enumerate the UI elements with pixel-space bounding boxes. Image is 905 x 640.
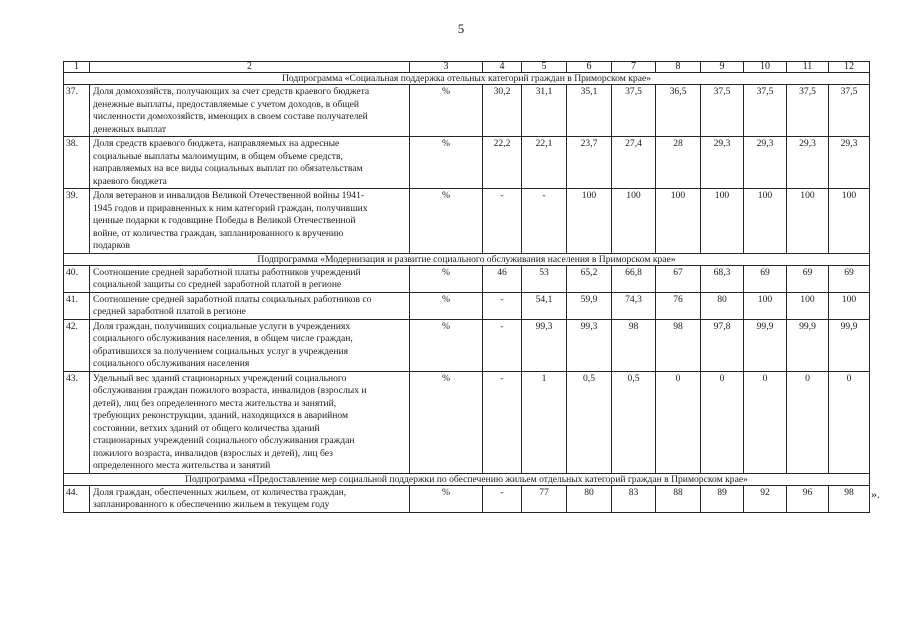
description-line: денежные выплаты, предоставляемые с учетом доходов, в общей bbox=[93, 98, 360, 110]
indicator-row bbox=[64, 137, 870, 189]
value-cell: 77 bbox=[522, 485, 567, 512]
description-line: Соотношение средней заработной платы работников учреждений bbox=[93, 266, 361, 278]
column-number-cell: 7 bbox=[612, 62, 656, 73]
value-cell: 88 bbox=[656, 485, 701, 512]
value-cell: 0,5 bbox=[567, 371, 612, 473]
value-cell: - bbox=[522, 189, 567, 254]
unit-cell: % bbox=[410, 189, 483, 254]
column-number-cell: 5 bbox=[522, 62, 567, 73]
indicator-description bbox=[90, 189, 410, 254]
value-cell: 35,1 bbox=[567, 85, 612, 137]
subprogram-row bbox=[64, 253, 870, 265]
value-cell: 100 bbox=[829, 292, 870, 319]
value-cell: 83 bbox=[612, 485, 656, 512]
unit-cell: % bbox=[410, 292, 483, 319]
description-line: краевого бюджета bbox=[93, 175, 167, 187]
value-cell: - bbox=[483, 189, 522, 254]
column-number-cell: 9 bbox=[701, 62, 744, 73]
value-cell: 76 bbox=[656, 292, 701, 319]
value-cell: 37,5 bbox=[744, 85, 787, 137]
column-number-cell: 3 bbox=[410, 62, 483, 73]
value-cell: 100 bbox=[701, 189, 744, 254]
value-cell: 65,2 bbox=[567, 265, 612, 292]
value-cell: 29,3 bbox=[744, 137, 787, 189]
description-line: социального обслуживания населения bbox=[93, 358, 250, 369]
column-number-cell: 4 bbox=[483, 62, 522, 73]
description-line: ценные подарки к годовщине Победы в Великой Отечественной bbox=[93, 215, 356, 226]
value-cell: 28 bbox=[656, 137, 701, 189]
value-cell: 22,1 bbox=[522, 137, 567, 189]
value-cell: 0 bbox=[744, 371, 787, 473]
indicator-number: 42. bbox=[64, 319, 90, 371]
value-cell: - bbox=[483, 371, 522, 473]
value-cell: 98 bbox=[612, 319, 656, 371]
value-cell: 0 bbox=[829, 371, 870, 473]
column-number-cell: 2 bbox=[90, 62, 410, 73]
value-cell: 100 bbox=[612, 189, 656, 254]
indicator-description bbox=[90, 371, 410, 473]
description-line: денежных выплат bbox=[93, 123, 167, 135]
table-body bbox=[64, 62, 870, 513]
description-line: социальной защиты со средней заработной платой в регионе bbox=[93, 279, 342, 290]
value-cell: 97,8 bbox=[701, 319, 744, 371]
description-line: обслуживания граждан пожилого возраста, инвалидов (взрослых и bbox=[93, 385, 367, 396]
description-line: средней заработной платой в регионе bbox=[93, 306, 246, 317]
description-line: детей), лиц без определенного места жительства и занятий, bbox=[93, 397, 337, 409]
description-line: стационарных учреждений социального обслуживания граждан bbox=[93, 435, 355, 446]
value-cell: 99,9 bbox=[829, 319, 870, 371]
description-line: 1945 годов и приравненных к ним категорий граждан, получивших bbox=[93, 202, 368, 214]
indicator-row bbox=[64, 85, 870, 137]
unit-cell: % bbox=[410, 265, 483, 292]
indicator-description bbox=[90, 319, 410, 371]
indicator-description bbox=[90, 137, 410, 189]
indicator-row bbox=[64, 485, 870, 512]
value-cell: 100 bbox=[567, 189, 612, 254]
value-cell: 67 bbox=[656, 265, 701, 292]
value-cell: 37,5 bbox=[829, 85, 870, 137]
value-cell: - bbox=[483, 485, 522, 512]
description-line: Доля ветеранов и инвалидов Великой Отечественной войны 1941- bbox=[93, 190, 365, 201]
value-cell: 69 bbox=[787, 265, 829, 292]
value-cell: 100 bbox=[787, 189, 829, 254]
value-cell: 59,9 bbox=[567, 292, 612, 319]
value-cell: 100 bbox=[744, 189, 787, 254]
unit-cell: % bbox=[410, 371, 483, 473]
value-cell: 29,3 bbox=[787, 137, 829, 189]
column-number-cell: 8 bbox=[656, 62, 701, 73]
description-line: численности домохозяйств, имеющих в своем составе получателей bbox=[93, 111, 368, 122]
description-line: Доля граждан, получивших социальные услуги в учреждениях bbox=[93, 320, 351, 332]
column-number-cell: 12 bbox=[829, 62, 870, 73]
subprogram-title: Подпрограмма «Модернизация и развитие социального обслуживания населения в Приморском крае» bbox=[64, 253, 870, 265]
description-line: Удельный вес зданий стационарных учреждений социального bbox=[93, 372, 347, 384]
description-line: социального обслуживания населения, в общем числе граждан, bbox=[93, 333, 353, 344]
subprogram-row bbox=[64, 473, 870, 485]
value-cell: - bbox=[483, 292, 522, 319]
description-line: Доля домохозяйств, получающих за счет средств краевого бюджета bbox=[93, 86, 370, 97]
value-cell: 0,5 bbox=[612, 371, 656, 473]
value-cell: 100 bbox=[829, 189, 870, 254]
indicator-description bbox=[90, 485, 410, 512]
subprogram-row bbox=[64, 73, 870, 85]
description-line: подарков bbox=[93, 240, 131, 251]
unit-cell: % bbox=[410, 485, 483, 512]
indicator-row bbox=[64, 292, 870, 319]
value-cell: 89 bbox=[701, 485, 744, 512]
value-cell: 29,3 bbox=[701, 137, 744, 189]
value-cell: 54,1 bbox=[522, 292, 567, 319]
value-cell: 0 bbox=[701, 371, 744, 473]
value-cell: 36,5 bbox=[656, 85, 701, 137]
indicator-description bbox=[90, 85, 410, 137]
value-cell: 69 bbox=[829, 265, 870, 292]
indicator-row bbox=[64, 265, 870, 292]
column-number-cell: 6 bbox=[567, 62, 612, 73]
indicators-table bbox=[63, 61, 870, 513]
indicator-description bbox=[90, 265, 410, 292]
value-cell: 96 bbox=[787, 485, 829, 512]
description-line: пожилого возраста, инвалидов (взрослых и детей), лиц без bbox=[93, 447, 333, 459]
unit-cell: % bbox=[410, 319, 483, 371]
value-cell: 22,2 bbox=[483, 137, 522, 189]
indicator-row bbox=[64, 371, 870, 473]
description-line: требующих реконструкции, зданий, находящихся в аварийном bbox=[93, 410, 349, 421]
value-cell: 80 bbox=[567, 485, 612, 512]
description-line: Доля граждан, обеспеченных жильем, от количества граждан, bbox=[93, 486, 347, 498]
value-cell: 99,9 bbox=[744, 319, 787, 371]
indicator-number: 39. bbox=[64, 189, 90, 254]
column-number-cell: 11 bbox=[787, 62, 829, 73]
value-cell: 92 bbox=[744, 485, 787, 512]
value-cell: 99,3 bbox=[522, 319, 567, 371]
description-line: Соотношение средней заработной платы социальных работников со bbox=[93, 293, 372, 305]
value-cell: 37,5 bbox=[787, 85, 829, 137]
value-cell: 53 bbox=[522, 265, 567, 292]
indicator-row bbox=[64, 189, 870, 254]
description-line: войне, от количества граждан, запланированного к вручению bbox=[93, 227, 344, 239]
subprogram-title: Подпрограмма «Социальная поддержка отельных категорий граждан в Приморском крае» bbox=[64, 73, 870, 85]
value-cell: 98 bbox=[656, 319, 701, 371]
value-cell: 0 bbox=[656, 371, 701, 473]
value-cell: 0 bbox=[787, 371, 829, 473]
value-cell: 46 bbox=[483, 265, 522, 292]
indicator-number: 41. bbox=[64, 292, 90, 319]
page-number: 5 bbox=[457, 21, 465, 36]
description-line: определенного места жительства и занятий bbox=[93, 460, 271, 471]
column-number-cell: 1 bbox=[64, 62, 90, 73]
indicator-number: 40. bbox=[64, 265, 90, 292]
subprogram-title: Подпрограмма «Предоставление мер социальной поддержки по обеспечению жильем отдельных категорий граждан в Приморском крае» bbox=[64, 473, 870, 485]
value-cell: 30,2 bbox=[483, 85, 522, 137]
value-cell: 27,4 bbox=[612, 137, 656, 189]
indicator-number: 44. bbox=[64, 485, 90, 512]
value-cell: 23,7 bbox=[567, 137, 612, 189]
value-cell: 100 bbox=[656, 189, 701, 254]
value-cell: 31,1 bbox=[522, 85, 567, 137]
description-line: обратившихся за получением социальных услуг в учреждения bbox=[93, 345, 348, 357]
value-cell: - bbox=[483, 319, 522, 371]
indicator-number: 38. bbox=[64, 137, 90, 189]
value-cell: 1 bbox=[522, 371, 567, 473]
value-cell: 29,3 bbox=[829, 137, 870, 189]
value-cell: 98 bbox=[829, 485, 870, 512]
value-cell: 74,3 bbox=[612, 292, 656, 319]
indicator-number: 37. bbox=[64, 85, 90, 137]
indicator-row bbox=[64, 319, 870, 371]
unit-cell: % bbox=[410, 137, 483, 189]
column-number-cell: 10 bbox=[744, 62, 787, 73]
value-cell: 68,3 bbox=[701, 265, 744, 292]
column-number-row bbox=[64, 62, 870, 73]
value-cell: 80 bbox=[701, 292, 744, 319]
unit-cell: % bbox=[410, 85, 483, 137]
description-line: запланированного к обеспечению жильем в текущем году bbox=[93, 499, 330, 510]
value-cell: 100 bbox=[787, 292, 829, 319]
closing-quote-mark: ». bbox=[871, 487, 880, 501]
value-cell: 37,5 bbox=[612, 85, 656, 137]
value-cell: 69 bbox=[744, 265, 787, 292]
value-cell: 100 bbox=[744, 292, 787, 319]
description-line: Доля средств краевого бюджета, направляемых на адресные bbox=[93, 138, 340, 149]
description-line: направляемых на все виды социальных выплат по обязательствам bbox=[93, 163, 363, 174]
description-line: состоянии, ветхих зданий от общего количества зданий bbox=[93, 422, 320, 434]
indicator-number: 43. bbox=[64, 371, 90, 473]
indicator-description bbox=[90, 292, 410, 319]
value-cell: 99,3 bbox=[567, 319, 612, 371]
value-cell: 66,8 bbox=[612, 265, 656, 292]
value-cell: 99,9 bbox=[787, 319, 829, 371]
value-cell: 37,5 bbox=[701, 85, 744, 137]
description-line: социальные выплаты малоимущим, в общем объеме средств, bbox=[93, 150, 343, 162]
